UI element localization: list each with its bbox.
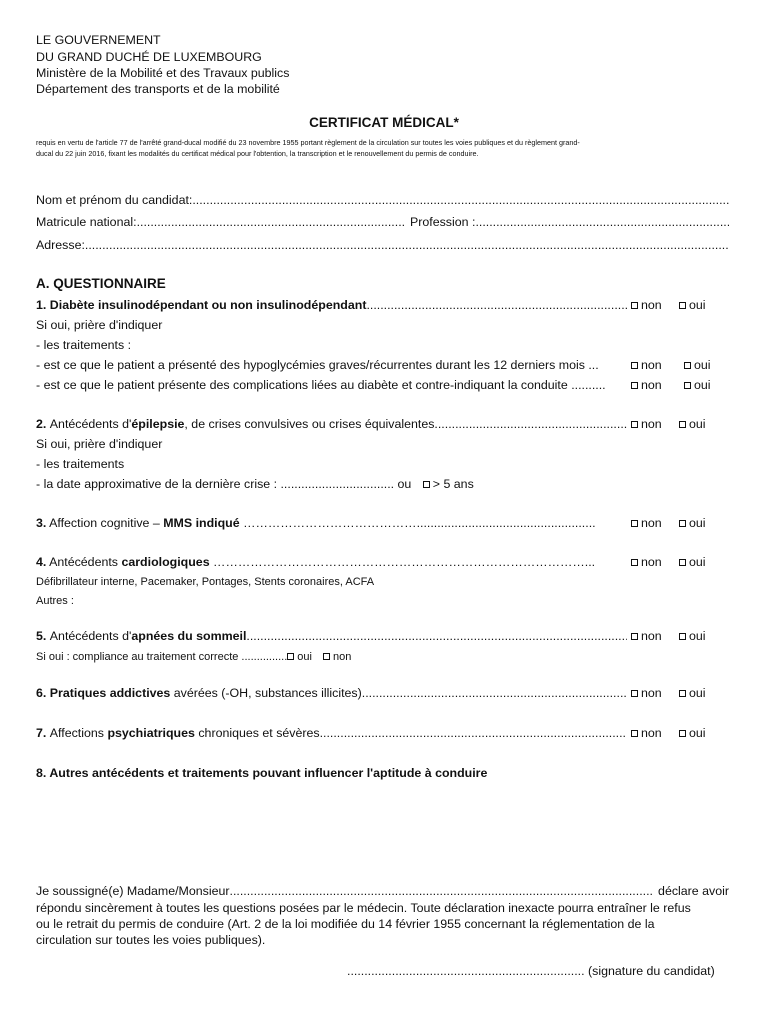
q3-dotted-leader: …………………………………….................................................... bbox=[243, 516, 596, 530]
q2-number: 2. bbox=[36, 417, 47, 431]
checkbox-icon bbox=[684, 382, 691, 389]
q6-dotted-leader bbox=[362, 686, 627, 701]
candidate-name-dotted-line bbox=[192, 193, 729, 208]
q2-oui-checkbox[interactable]: oui bbox=[679, 417, 706, 432]
declaration-line-3: ou le retrait du permis de conduire (Art. 2 de la loi modifiée du 14 février 1955 concernant la réglementation de la bbox=[36, 917, 655, 931]
q3-line: 3. Affection cognitive – MMS indiqué …………………………………….................................................... bbox=[36, 516, 596, 530]
intro-line-1: requis en vertu de l'article 77 de l'arrêté grand-ducal modifié du 23 novembre 1955 portant règlement de la circulation sur toutes les voies publiques et du règlement grand- bbox=[36, 138, 580, 147]
checkbox-icon bbox=[679, 520, 686, 527]
section-a-heading: A. QUESTIONNAIRE bbox=[36, 276, 166, 291]
q5-line: 5. Antécédents d' apnées du sommeil ..... bbox=[36, 629, 627, 644]
address-label: Adresse: bbox=[36, 238, 85, 252]
q2-non-checkbox[interactable]: non bbox=[631, 417, 662, 432]
q5-compliance-line: Si oui : compliance au traitement correcte ............... oui non bbox=[36, 651, 352, 663]
q4-non-checkbox[interactable]: non bbox=[631, 555, 662, 570]
q1-sub-line-2: - les traitements : bbox=[36, 338, 132, 352]
q7-non-checkbox[interactable]: non bbox=[631, 726, 662, 741]
q1-oui-checkbox[interactable]: oui bbox=[679, 298, 706, 313]
q1-dotted-leader bbox=[366, 298, 627, 313]
intro-line-2: ducal du 22 juin 2016, fixant les modalités du certificat médical pour l'obtention, la transcription et le renouvellement du permis de conduire. bbox=[36, 149, 479, 158]
checkbox-icon bbox=[423, 481, 430, 488]
q1-number: 1. bbox=[36, 298, 47, 312]
q1-compl-non-checkbox[interactable]: non bbox=[631, 378, 662, 393]
q2-sub-line-1: Si oui, prière d'indiquer bbox=[36, 437, 163, 451]
profession-dotted-line bbox=[475, 215, 729, 230]
page-title: CERTIFICAT MÉDICAL* bbox=[309, 115, 459, 130]
q6-line: 6. Pratiques addictives avérées (-OH, substances illicites) ..... bbox=[36, 686, 627, 701]
checkbox-icon bbox=[287, 653, 294, 660]
q1-complications-question: - est ce que le patient présente des complications liées au diabète et contre-indiquant la conduite .......... bbox=[36, 378, 606, 392]
checkbox-icon bbox=[631, 520, 638, 527]
q5-oui-checkbox[interactable]: oui bbox=[679, 629, 706, 644]
declarant-name-dotted-line[interactable] bbox=[230, 884, 655, 899]
q4-oui-checkbox[interactable]: oui bbox=[679, 555, 706, 570]
q2-bold-term: épilepsie bbox=[131, 417, 185, 431]
q7-line: 7. Affections psychiatriques chroniques et sévères ..... bbox=[36, 726, 627, 741]
ministry-line: Ministère de la Mobilité et des Travaux publics bbox=[36, 66, 290, 80]
department-line: Département des transports et de la mobilité bbox=[36, 82, 280, 96]
checkbox-icon bbox=[631, 362, 638, 369]
q1-hypoglycemia-question: - est ce que le patient a présenté des hypoglycémies graves/récurrentes durant les 12 derniers mois ... bbox=[36, 358, 599, 372]
q2-suffix: , de crises convulsives ou crises équivalentes bbox=[184, 417, 435, 431]
address-field[interactable] bbox=[36, 238, 729, 253]
q4-others-label: Autres : bbox=[36, 595, 74, 607]
q2-line bbox=[36, 417, 627, 432]
q5-compliance-non-checkbox[interactable]: non bbox=[323, 651, 351, 663]
checkbox-icon bbox=[684, 362, 691, 369]
q1-hypo-non-checkbox[interactable]: non bbox=[631, 358, 662, 373]
q4-devices-list: Défibrillateur interne, Pacemaker, Pontages, Stents coronaires, ACFA bbox=[36, 576, 375, 588]
q3-non-checkbox[interactable]: non bbox=[631, 516, 662, 531]
matricule-field[interactable] bbox=[36, 215, 406, 230]
q2-prefix: Antécédents d' bbox=[49, 417, 132, 431]
q2-over-5-years-checkbox[interactable]: > 5 ans bbox=[423, 477, 474, 491]
checkbox-icon bbox=[631, 633, 638, 640]
checkbox-icon bbox=[679, 730, 686, 737]
checkbox-icon bbox=[679, 421, 686, 428]
q1-line bbox=[36, 298, 627, 313]
profession-field[interactable] bbox=[410, 215, 729, 230]
q2-sub-line-2: - les traitements bbox=[36, 457, 125, 471]
matricule-label: Matricule national: bbox=[36, 215, 137, 229]
signature-line[interactable] bbox=[347, 964, 715, 979]
checkbox-icon bbox=[679, 302, 686, 309]
q1-compl-oui-checkbox[interactable]: oui bbox=[684, 378, 711, 393]
checkbox-icon bbox=[679, 633, 686, 640]
signature-dotted-line: ..................................................................... bbox=[347, 964, 585, 978]
q2-last-crisis-date: - la date approximative de la dernière crise : ................................. ou > 5 ans bbox=[36, 477, 474, 491]
q1-sub-line-1: Si oui, prière d'indiquer bbox=[36, 318, 163, 332]
checkbox-icon bbox=[631, 302, 638, 309]
checkbox-icon bbox=[631, 690, 638, 697]
q4-line: 4. Antécédents cardiologiques ………………………………………………………………………………... bbox=[36, 555, 596, 569]
checkbox-icon bbox=[679, 559, 686, 566]
declaration-line-2: répondu sincèrement à toutes les questions posées par le médecin. Toute déclaration inexacte pourra entraîner le refus bbox=[36, 901, 691, 915]
q7-dotted-leader bbox=[320, 726, 627, 741]
checkbox-icon bbox=[631, 421, 638, 428]
checkbox-icon bbox=[631, 730, 638, 737]
q5-non-checkbox[interactable]: non bbox=[631, 629, 662, 644]
checkbox-icon bbox=[631, 559, 638, 566]
q6-oui-checkbox[interactable]: oui bbox=[679, 686, 706, 701]
address-dotted-line bbox=[85, 238, 729, 253]
q1-hypo-oui-checkbox[interactable]: oui bbox=[684, 358, 711, 373]
q8-heading: 8. Autres antécédents et traitements pouvant influencer l'aptitude à conduire bbox=[36, 766, 488, 780]
matricule-dotted-line bbox=[137, 215, 406, 230]
q4-dotted-leader: ………………………………………………………………………………... bbox=[213, 555, 596, 569]
candidate-name-label: Nom et prénom du candidat: bbox=[36, 193, 193, 207]
profession-label: Profession : bbox=[410, 215, 476, 229]
government-line-2: DU GRAND DUCHÉ DE LUXEMBOURG bbox=[36, 50, 262, 64]
q1-title: Diabète insulinodépendant ou non insulinodépendant bbox=[49, 298, 367, 312]
checkbox-icon bbox=[679, 690, 686, 697]
signature-label: (signature du candidat) bbox=[588, 964, 715, 978]
q7-oui-checkbox[interactable]: oui bbox=[679, 726, 706, 741]
checkbox-icon bbox=[631, 382, 638, 389]
q2-dotted-leader bbox=[434, 417, 627, 432]
government-line-1: LE GOUVERNEMENT bbox=[36, 33, 161, 47]
q1-non-checkbox[interactable]: non bbox=[631, 298, 662, 313]
declaration-line-1: Je soussigné(e) Madame/Monsieur ..... déclare avoir bbox=[36, 884, 729, 899]
q5-dotted-leader bbox=[246, 629, 627, 644]
q6-non-checkbox[interactable]: non bbox=[631, 686, 662, 701]
q5-compliance-oui-checkbox[interactable]: oui bbox=[287, 651, 312, 663]
checkbox-icon bbox=[323, 653, 330, 660]
declaration-line-4: circulation sur toutes les voies publiques). bbox=[36, 933, 266, 947]
candidate-name-field[interactable] bbox=[36, 193, 729, 208]
q3-oui-checkbox[interactable]: oui bbox=[679, 516, 706, 531]
